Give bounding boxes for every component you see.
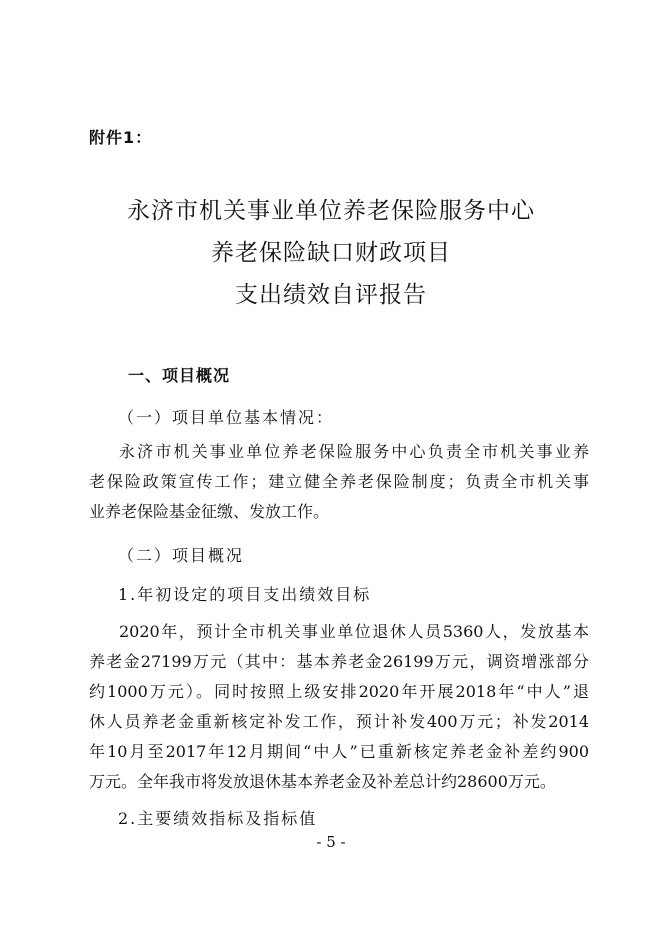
report-title xyxy=(0,190,662,316)
title-line-1: 永济市机关事业单位养老保险服务中心 xyxy=(127,198,535,224)
item-heading-performance-goal: 1.年初设定的项目支出绩效目标 xyxy=(118,585,372,604)
paragraph-line: 2020年，预计全市机关事业单位退休人员5360人，发放基本 xyxy=(119,622,589,641)
paragraph-performance-goal xyxy=(89,617,589,797)
subsection-heading-project-overview: （二）项目概况 xyxy=(118,546,245,565)
title-line-2: 养老保险缺口财政项目 xyxy=(211,240,451,266)
title-line-3: 支出绩效自评报告 xyxy=(235,282,427,308)
paragraph-line: 休人员养老金重新核定补发工作，预计补发400万元；补发2014 xyxy=(89,712,589,731)
paragraph-line: 永济市机关事业单位养老保险服务中心负责全市机关事业养 xyxy=(119,442,589,461)
paragraph-line: 养老金27199万元（其中：基本养老金26199万元，调资增涨部分 xyxy=(89,652,589,671)
item-heading-key-indicators: 2.主要绩效指标及指标值 xyxy=(118,809,318,828)
subsection-heading-unit-info: （一）项目单位基本情况： xyxy=(118,408,335,427)
paragraph-line: 老保险政策宣传工作；建立健全养老保险制度；负责全市机关事 xyxy=(89,472,589,491)
paragraph-line: 业养老保险基金征缴、发放工作。 xyxy=(89,502,330,521)
page-number: - 5 - xyxy=(316,833,346,851)
section-heading-overview: 一、项目概况 xyxy=(128,366,231,385)
paragraph-unit-info xyxy=(89,437,589,527)
paragraph-line: 万元。全年我市将发放退休基本养老金及补差总计约28600万元。 xyxy=(89,772,556,791)
paragraph-line: 约1000万元）。同时按照上级安排2020年开展2018年“中人”退 xyxy=(89,682,589,701)
paragraph-line: 年10月至2017年12月期间“中人”已重新核定养老金补差约900 xyxy=(89,742,589,761)
attachment-label: 附件1： xyxy=(89,128,153,147)
